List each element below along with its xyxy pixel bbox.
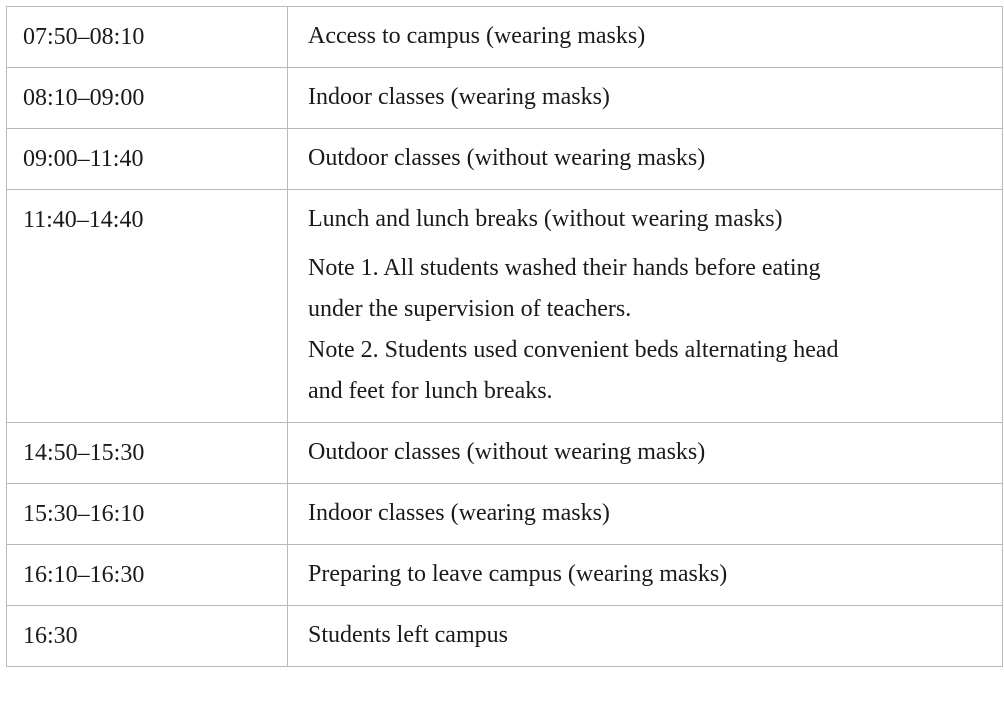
note-text: under the supervision of teachers.	[308, 296, 632, 322]
table-row	[7, 606, 1003, 667]
table-row	[7, 190, 1003, 423]
table-row	[7, 423, 1003, 484]
table-row	[7, 484, 1003, 545]
activity-text: Access to campus (wearing masks)	[308, 23, 646, 49]
table-row	[7, 545, 1003, 606]
activity-cell	[288, 545, 1003, 606]
time-cell: 09:00–11:40	[7, 129, 288, 190]
time-cell: 11:40–14:40	[7, 190, 288, 423]
activity-cell	[288, 68, 1003, 129]
table-row	[7, 7, 1003, 68]
schedule-table-body	[7, 7, 1003, 667]
time-cell: 15:30–16:10	[7, 484, 288, 545]
time-cell: 16:10–16:30	[7, 545, 288, 606]
time-cell: 14:50–15:30	[7, 423, 288, 484]
activity-cell	[288, 190, 1003, 423]
activity-text: Lunch and lunch breaks (without wearing masks)	[308, 206, 783, 232]
time-cell: 07:50–08:10	[7, 7, 288, 68]
activity-text: Preparing to leave campus (wearing masks)	[308, 561, 728, 587]
note-text: Note 1. All students washed their hands before eating	[308, 255, 821, 281]
activity-text: Indoor classes (wearing masks)	[308, 500, 610, 526]
activity-cell	[288, 7, 1003, 68]
time-cell: 08:10–09:00	[7, 68, 288, 129]
activity-cell	[288, 129, 1003, 190]
activity-cell	[288, 423, 1003, 484]
activity-text: Outdoor classes (without wearing masks)	[308, 145, 706, 171]
activity-text: Outdoor classes (without wearing masks)	[308, 439, 706, 465]
table-row	[7, 68, 1003, 129]
note-text: and feet for lunch breaks.	[308, 378, 553, 404]
table-row	[7, 129, 1003, 190]
activity-text: Students left campus	[308, 622, 508, 648]
note-text: Note 2. Students used convenient beds alternating head	[308, 337, 839, 363]
time-cell: 16:30	[7, 606, 288, 667]
activity-cell	[288, 606, 1003, 667]
schedule-table	[6, 6, 1003, 667]
activity-cell	[288, 484, 1003, 545]
activity-text: Indoor classes (wearing masks)	[308, 84, 610, 110]
